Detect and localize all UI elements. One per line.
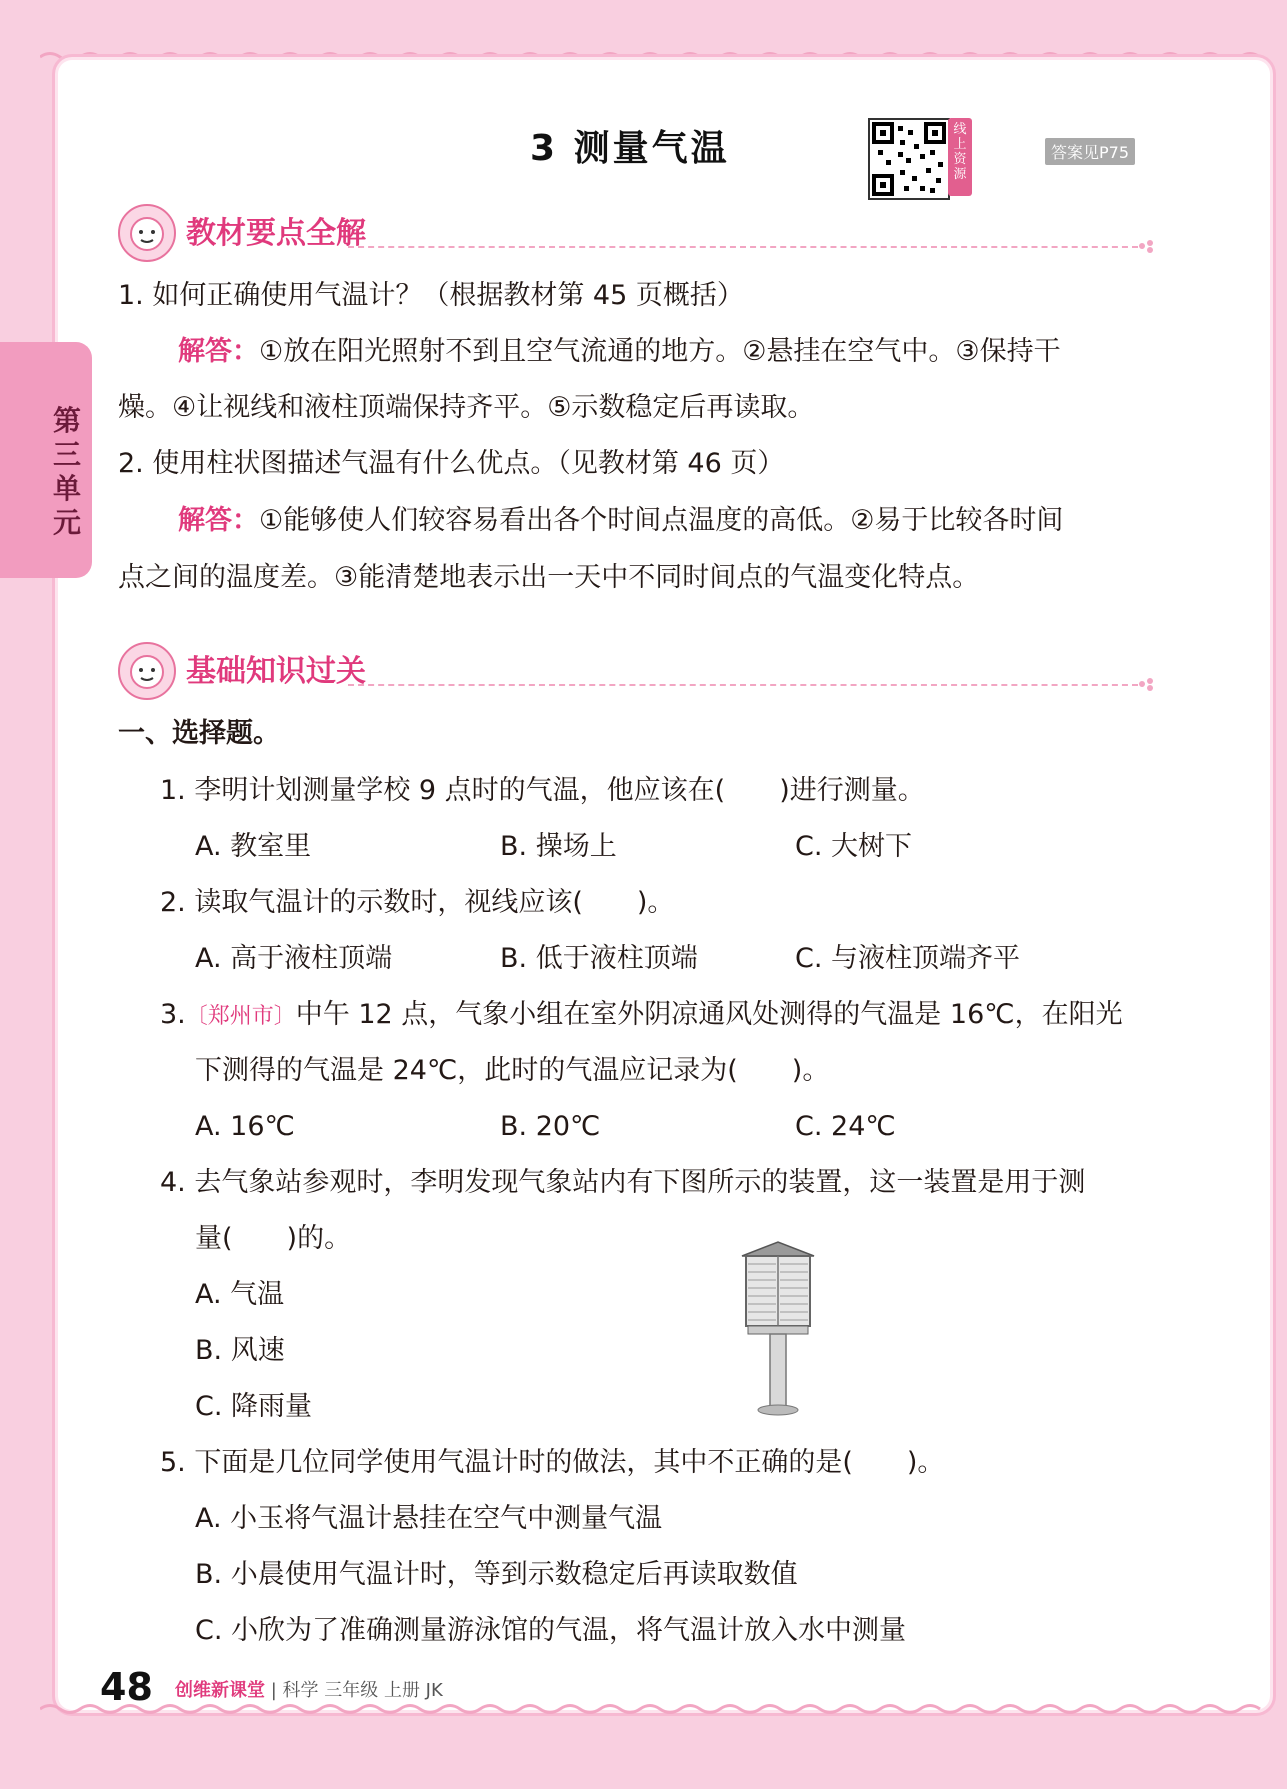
- option-a: A. 教室里: [195, 831, 312, 862]
- weather-shelter-icon: [738, 1240, 818, 1418]
- answer-1-line-1: [178, 336, 1061, 368]
- option-a: A. 高于液柱顶端: [195, 943, 393, 974]
- page-number: 48: [100, 1665, 153, 1709]
- question-number: 3.: [160, 999, 186, 1030]
- unit-side-tab: [0, 342, 92, 578]
- mascot-icon: [118, 642, 176, 700]
- section-header-basic: [118, 640, 1158, 696]
- section-title: 教材要点全解: [186, 216, 366, 251]
- question-2: 2. 使用柱状图描述气温有什么优点。（见教材第 46 页）: [118, 448, 785, 479]
- answer-label: 解答：: [178, 505, 259, 536]
- mc-question-2: 2. 读取气温计的示数时，视线应该( )。: [160, 887, 675, 918]
- subject-info: | 科学 三年级 上册 JK: [270, 1680, 443, 1701]
- mc-question-5: 5. 下面是几位同学使用气温计时的做法，其中不正确的是( )。: [160, 1447, 945, 1478]
- dots-decoration-icon: [1138, 238, 1158, 254]
- answer-2-line-2: 点之间的温度差。③能清楚地表示出一天中不同时间点的气温变化特点。: [118, 562, 980, 593]
- question-text: 中午 12 点，气象小组在室外阴凉通风处测得的气温是 16℃，在阳光: [295, 999, 1123, 1030]
- option-a: A. 16℃: [195, 1111, 295, 1142]
- option-c: C. 大树下: [795, 831, 913, 862]
- footer-info: [175, 1676, 443, 1702]
- answer-label: 解答：: [178, 336, 259, 367]
- option-b: B. 风速: [195, 1335, 285, 1366]
- brand-name: 创维新课堂: [175, 1680, 265, 1701]
- option-c: C. 与液柱顶端齐平: [795, 943, 1021, 974]
- option-b: B. 低于液柱顶端: [500, 943, 698, 974]
- mc-question-1: 1. 李明计划测量学校 9 点时的气温，他应该在( )进行测量。: [160, 775, 925, 806]
- mc-question-4: 4. 去气象站参观时，李明发现气象站内有下图所示的装置，这一装置是用于测: [160, 1167, 1086, 1198]
- question-1: 1. 如何正确使用气温计？（根据教材第 45 页概括）: [118, 280, 744, 311]
- section-divider: [348, 246, 1138, 248]
- option-b: B. 操场上: [500, 831, 617, 862]
- answer-reference-badge: 答案见P75: [1045, 138, 1135, 165]
- mascot-icon: [118, 204, 176, 262]
- qr-code-icon[interactable]: [868, 118, 950, 200]
- lesson-title: 3 测量气温: [530, 128, 730, 169]
- wavy-border-bottom: [40, 1702, 1270, 1716]
- answer-text: ①放在阳光照射不到且空气流通的地方。②悬挂在空气中。③保持干: [259, 336, 1061, 367]
- answer-text: ①能够使人们较容易看出各个时间点温度的高低。②易于比较各时间: [259, 505, 1064, 536]
- mc-question-3: [160, 999, 1123, 1033]
- option-c: C. 小欣为了准确测量游泳馆的气温，将气温计放入水中测量: [195, 1615, 907, 1646]
- option-b: B. 20℃: [500, 1111, 601, 1142]
- region-tag: 〔郑州市〕: [185, 1004, 296, 1029]
- mc-question-3-line-2: 下测得的气温是 24℃，此时的气温应记录为( )。: [195, 1055, 830, 1086]
- option-b: B. 小晨使用气温计时，等到示数稳定后再读取数值: [195, 1559, 798, 1590]
- mc-question-4-line-2: 量( )的。: [195, 1223, 352, 1254]
- section-divider: [348, 684, 1138, 686]
- answer-1-line-2: 燥。④让视线和液柱顶端保持齐平。⑤示数稳定后再读取。: [118, 392, 815, 423]
- option-a: A. 气温: [195, 1279, 285, 1310]
- section-header-key-points: [118, 202, 1158, 258]
- unit-label: 第三单元: [52, 404, 81, 539]
- option-c: C. 24℃: [795, 1111, 896, 1142]
- dots-decoration-icon: [1138, 676, 1158, 692]
- option-a: A. 小玉将气温计悬挂在空气中测量气温: [195, 1503, 663, 1534]
- answer-2-line-1: [178, 505, 1063, 537]
- part-heading: 一、选择题。: [118, 718, 280, 749]
- online-resource-tag[interactable]: 线上资源: [948, 118, 972, 196]
- section-title: 基础知识过关: [186, 654, 366, 689]
- option-c: C. 降雨量: [195, 1391, 313, 1422]
